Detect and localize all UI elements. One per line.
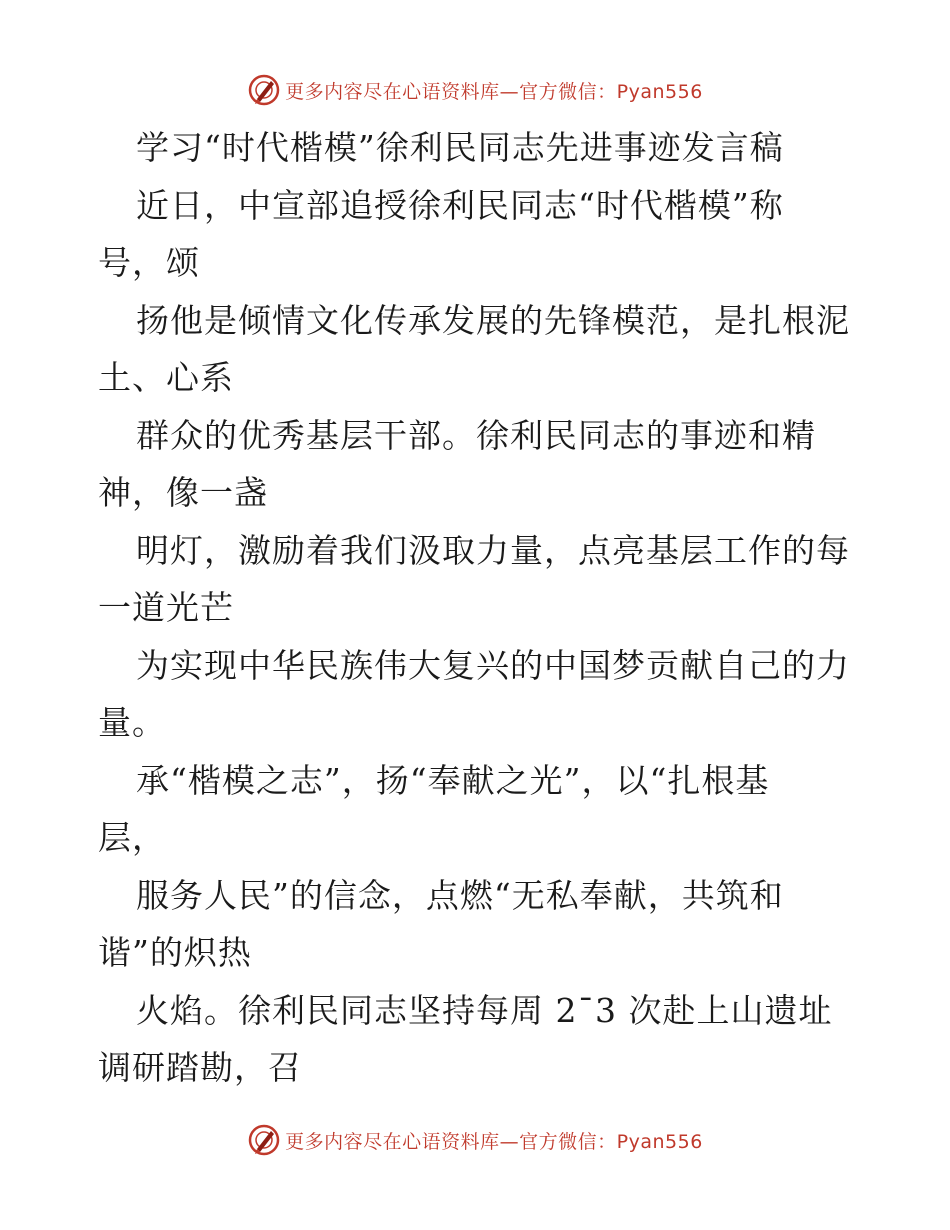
text-line: 层，: [98, 818, 166, 857]
text-line: 神，像一盏: [98, 473, 268, 512]
text-line: 号，颂: [98, 243, 200, 282]
text-line: 土、心系: [98, 358, 234, 397]
text-line: 火焰。徐利民同志坚持每周 2¯3 次赴上山遗址: [136, 990, 833, 1030]
text-line: 谐”的炽热: [98, 933, 252, 972]
text-line: 学习“时代楷模”徐利民同志先进事迹发言稿: [136, 128, 784, 167]
text-line: 承“楷模之志”，扬“奉献之光”，以“扎根基: [136, 760, 770, 800]
text-line: 为实现中华民族伟大复兴的中国梦贡献自己的力: [136, 645, 850, 685]
text-line: 明灯，激励着我们汲取力量，点亮基层工作的每: [136, 530, 850, 570]
header-watermark-text: 更多内容尽在心语资料库—官方微信：Pyan556: [285, 80, 703, 103]
text-line: 调研踏勘，召: [98, 1048, 302, 1087]
text-line: 扬他是倾情文化传承发展的先锋模范，是扎根泥: [136, 300, 850, 340]
text-line: 一道光芒: [98, 588, 234, 627]
text-line: 量。: [98, 703, 166, 742]
text-line: 服务人民”的信念，点燃“无私奉献，共筑和: [136, 875, 784, 915]
footer-watermark: [0, 1120, 950, 1160]
text-line: 近日，中宣部追授徐利民同志“时代楷模”称: [136, 185, 784, 225]
text-line: 群众的优秀基层干部。徐利民同志的事迹和精: [136, 415, 816, 455]
footer-watermark-text: 更多内容尽在心语资料库—官方微信：Pyan556: [285, 1130, 703, 1153]
pen-logo-icon: [247, 73, 281, 107]
header-watermark: [0, 70, 950, 110]
pen-logo-icon: [247, 1123, 281, 1157]
